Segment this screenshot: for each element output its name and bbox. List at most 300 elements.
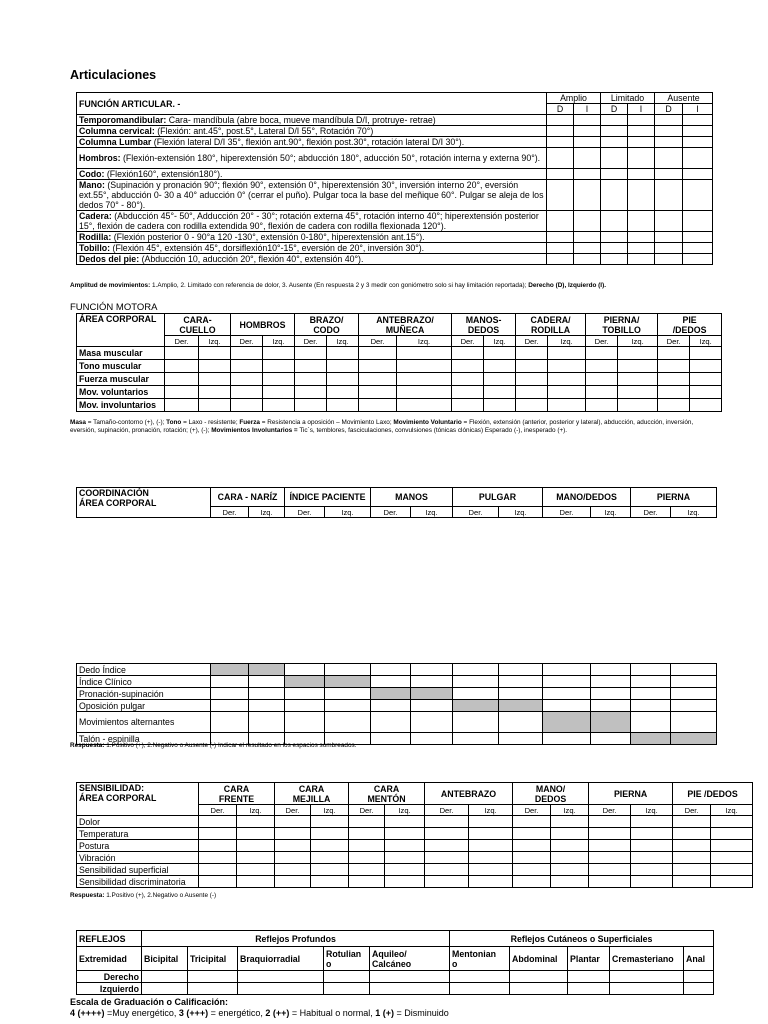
coordinacion-answer-cell[interactable] — [499, 700, 543, 712]
motora-cell[interactable] — [199, 373, 231, 386]
reflejo-cell[interactable] — [450, 983, 510, 995]
sensibilidad-cell[interactable] — [237, 828, 275, 840]
articular-cell[interactable] — [655, 211, 683, 232]
sensibilidad-cell[interactable] — [631, 852, 673, 864]
motora-cell[interactable] — [690, 347, 722, 360]
articular-cell[interactable] — [628, 243, 655, 254]
sensibilidad-cell[interactable] — [349, 852, 385, 864]
sensibilidad-cell[interactable] — [425, 828, 469, 840]
sensibilidad-cell[interactable] — [237, 816, 275, 828]
sensibilidad-cell[interactable] — [589, 864, 631, 876]
reflejo-cell[interactable] — [450, 971, 510, 983]
articular-cell[interactable] — [547, 243, 574, 254]
sensibilidad-cell[interactable] — [551, 864, 589, 876]
motora-cell[interactable] — [295, 373, 327, 386]
coordinacion-answer-cell[interactable] — [325, 676, 371, 688]
motora-cell[interactable] — [484, 373, 516, 386]
motora-cell[interactable] — [199, 386, 231, 399]
motora-cell[interactable] — [263, 399, 295, 412]
articular-cell[interactable] — [574, 148, 601, 169]
articular-cell[interactable] — [574, 115, 601, 126]
sensibilidad-cell[interactable] — [469, 816, 513, 828]
articular-cell[interactable] — [601, 180, 628, 211]
motora-cell[interactable] — [231, 360, 263, 373]
motora-cell[interactable] — [452, 373, 484, 386]
articular-row-joint: Dedos del pie: — [79, 254, 140, 264]
sensibilidad-cell[interactable] — [349, 864, 385, 876]
articular-cell[interactable] — [655, 243, 683, 254]
sensibilidad-cell[interactable] — [311, 828, 349, 840]
reflejo-cell[interactable] — [370, 971, 450, 983]
articular-cell[interactable] — [601, 254, 628, 265]
reflejo-cell[interactable] — [142, 971, 188, 983]
motora-cell[interactable] — [658, 386, 690, 399]
articular-cell[interactable] — [628, 148, 655, 169]
sensibilidad-group-header: CARA MEJILLA — [275, 783, 349, 805]
sensibilidad-cell[interactable] — [631, 816, 673, 828]
sensibilidad-cell[interactable] — [711, 816, 753, 828]
motora-note-part: = Resistencia a oposición – Movimiento Laxo; — [259, 419, 394, 426]
motora-cell[interactable] — [618, 386, 658, 399]
articular-cell[interactable] — [628, 211, 655, 232]
sensibilidad-cell[interactable] — [469, 852, 513, 864]
articular-cell[interactable] — [628, 254, 655, 265]
izq-header: Izq. — [548, 336, 586, 347]
coordinacion-answer-cell[interactable] — [371, 688, 411, 700]
motora-cell[interactable] — [690, 360, 722, 373]
articular-cell[interactable] — [574, 232, 601, 243]
coordinacion-answer-cell[interactable] — [285, 676, 325, 688]
sensibilidad-cell[interactable] — [199, 840, 237, 852]
articular-cell[interactable] — [601, 211, 628, 232]
sensibilidad-cell[interactable] — [673, 852, 711, 864]
motora-cell[interactable] — [516, 386, 548, 399]
motora-cell[interactable] — [359, 347, 397, 360]
coordinacion-answer-cell[interactable] — [453, 700, 499, 712]
sensibilidad-cell[interactable] — [199, 864, 237, 876]
sensibilidad-cell[interactable] — [513, 852, 551, 864]
sensibilidad-row — [77, 876, 753, 888]
motora-cell[interactable] — [165, 347, 199, 360]
sensibilidad-cell[interactable] — [513, 828, 551, 840]
sensibilidad-cell[interactable] — [673, 840, 711, 852]
articular-cell[interactable] — [601, 169, 628, 180]
motora-cell[interactable] — [690, 399, 722, 412]
sensibilidad-cell[interactable] — [551, 876, 589, 888]
motora-cell[interactable] — [586, 347, 618, 360]
motora-cell[interactable] — [548, 399, 586, 412]
articular-cell[interactable] — [628, 169, 655, 180]
sensibilidad-cell[interactable] — [711, 840, 753, 852]
articular-cell[interactable] — [547, 126, 574, 137]
motora-cell[interactable] — [516, 347, 548, 360]
motora-cell[interactable] — [658, 347, 690, 360]
motora-cell[interactable] — [548, 360, 586, 373]
sensibilidad-cell[interactable] — [275, 852, 311, 864]
motora-cell[interactable] — [618, 373, 658, 386]
sensibilidad-cell[interactable] — [589, 876, 631, 888]
motora-note-part: = Flexión, extensión (anterior, posterior y lateral), abducción, aducción, inversión, eversión, supinación, pronación, rotación; (+), (-); — [70, 419, 694, 434]
articular-note-text: 1.Amplio, 2. Limitado con referencia de dolor, 3. Ausente (En respuesta 2 y 3 medir con goniómetro solo si hay limitación reportada); — [150, 282, 529, 289]
articular-row-joint: Cadera: — [79, 211, 112, 221]
motora-cell[interactable] — [295, 399, 327, 412]
articular-cell[interactable] — [628, 180, 655, 211]
sensibilidad-cell[interactable] — [275, 840, 311, 852]
motora-cell[interactable] — [452, 360, 484, 373]
motora-cell[interactable] — [516, 373, 548, 386]
motora-cell[interactable] — [199, 360, 231, 373]
articular-cell[interactable] — [574, 169, 601, 180]
sensibilidad-cell[interactable] — [631, 864, 673, 876]
motora-cell[interactable] — [397, 360, 452, 373]
articular-cell[interactable] — [628, 232, 655, 243]
sensibilidad-cell[interactable] — [311, 816, 349, 828]
coordinacion-answer-cell[interactable] — [543, 712, 591, 733]
sensibilidad-cell[interactable] — [673, 816, 711, 828]
sensibilidad-cell[interactable] — [425, 840, 469, 852]
motora-cell[interactable] — [397, 399, 452, 412]
sensibilidad-cell[interactable] — [513, 876, 551, 888]
sensibilidad-cell[interactable] — [311, 840, 349, 852]
motora-cell[interactable] — [586, 373, 618, 386]
motora-cell[interactable] — [658, 399, 690, 412]
coordinacion-group-header: ÍNDICE PACIENTE — [285, 488, 371, 507]
sensibilidad-cell[interactable] — [349, 840, 385, 852]
articular-cell[interactable] — [601, 148, 628, 169]
articular-cell[interactable] — [655, 126, 683, 137]
reflejo-cell[interactable] — [142, 983, 188, 995]
motora-group-header: MANOS- DEDOS — [452, 314, 516, 336]
sensibilidad-cell[interactable] — [469, 840, 513, 852]
sensibilidad-cell[interactable] — [589, 852, 631, 864]
sensibilidad-cell[interactable] — [513, 864, 551, 876]
articular-cell[interactable] — [655, 115, 683, 126]
reflejo-cell[interactable] — [238, 971, 324, 983]
articular-row-joint: Columna Lumbar — [79, 137, 152, 147]
motora-cell[interactable] — [658, 373, 690, 386]
articular-cell[interactable] — [683, 211, 713, 232]
sensibilidad-cell[interactable] — [237, 864, 275, 876]
motora-cell[interactable] — [327, 386, 359, 399]
articular-row — [77, 148, 713, 169]
sensibilidad-cell[interactable] — [469, 828, 513, 840]
sensibilidad-cell[interactable] — [673, 876, 711, 888]
coordinacion-answer-cell[interactable] — [631, 733, 671, 745]
motora-group-header: PIE /DEDOS — [658, 314, 722, 336]
reflejo-cell[interactable] — [238, 983, 324, 995]
sensibilidad-cell[interactable] — [551, 828, 589, 840]
articular-cell[interactable] — [683, 148, 713, 169]
sensibilidad-cell[interactable] — [199, 828, 237, 840]
motora-cell[interactable] — [231, 399, 263, 412]
sensibilidad-cell[interactable] — [673, 864, 711, 876]
motora-cell[interactable] — [263, 373, 295, 386]
sensibilidad-cell[interactable] — [311, 876, 349, 888]
motora-cell[interactable] — [452, 386, 484, 399]
sensibilidad-cell[interactable] — [589, 816, 631, 828]
sensibilidad-row-label: Sensibilidad discriminatoria — [77, 876, 199, 888]
izq-header: Izq. — [499, 507, 543, 518]
articular-cell[interactable] — [601, 243, 628, 254]
articular-cell[interactable] — [683, 243, 713, 254]
der-header: Der. — [631, 507, 671, 518]
sensibilidad-cell[interactable] — [385, 864, 425, 876]
reflejo-cell[interactable] — [188, 971, 238, 983]
motora-cell[interactable] — [586, 386, 618, 399]
motora-cell[interactable] — [231, 373, 263, 386]
sensibilidad-cell[interactable] — [469, 864, 513, 876]
sensibilidad-cell[interactable] — [349, 876, 385, 888]
sensibilidad-row-label: Sensibilidad superficial — [77, 864, 199, 876]
sensibilidad-cell[interactable] — [551, 852, 589, 864]
reflejo-cell[interactable] — [610, 983, 684, 995]
motora-cell[interactable] — [397, 386, 452, 399]
motora-cell[interactable] — [165, 399, 199, 412]
articular-table — [76, 92, 713, 265]
reflejo-col-header: Braquiorradial — [238, 947, 324, 971]
motora-cell[interactable] — [484, 360, 516, 373]
motora-cell[interactable] — [295, 360, 327, 373]
articular-cell[interactable] — [683, 254, 713, 265]
reflejo-cell[interactable] — [370, 983, 450, 995]
articular-cell[interactable] — [655, 254, 683, 265]
sensibilidad-cell[interactable] — [711, 876, 753, 888]
sensibilidad-cell[interactable] — [469, 876, 513, 888]
sensibilidad-cell[interactable] — [589, 840, 631, 852]
motora-cell[interactable] — [359, 373, 397, 386]
motora-cell[interactable] — [199, 399, 231, 412]
motora-cell[interactable] — [548, 386, 586, 399]
motora-group-header: HOMBROS — [231, 314, 295, 336]
motora-cell[interactable] — [586, 399, 618, 412]
motora-cell[interactable] — [165, 386, 199, 399]
articular-cell[interactable] — [628, 115, 655, 126]
motora-cell[interactable] — [165, 360, 199, 373]
motora-cell[interactable] — [690, 373, 722, 386]
articular-cell[interactable] — [601, 126, 628, 137]
reflejo-cell[interactable] — [510, 983, 568, 995]
sensibilidad-row-label: Dolor — [77, 816, 199, 828]
motora-cell[interactable] — [327, 360, 359, 373]
articular-cell[interactable] — [601, 232, 628, 243]
sensibilidad-cell[interactable] — [711, 828, 753, 840]
articular-cell[interactable] — [683, 180, 713, 211]
motora-cell[interactable] — [263, 360, 295, 373]
coordinacion-answer-cell[interactable] — [211, 664, 249, 676]
articular-cell[interactable] — [574, 243, 601, 254]
articular-cell[interactable] — [574, 137, 601, 148]
articular-cell[interactable] — [574, 180, 601, 211]
sensibilidad-cell[interactable] — [385, 852, 425, 864]
motora-cell[interactable] — [484, 399, 516, 412]
motora-cell[interactable] — [359, 360, 397, 373]
motora-row — [77, 347, 722, 360]
reflejo-cell[interactable] — [324, 983, 370, 995]
sensibilidad-cell[interactable] — [199, 852, 237, 864]
der-header: Der. — [285, 507, 325, 518]
sensibilidad-cell[interactable] — [425, 852, 469, 864]
sensibilidad-group-header: ANTEBRAZO — [425, 783, 513, 805]
sensibilidad-cell[interactable] — [385, 828, 425, 840]
articular-cell[interactable] — [655, 169, 683, 180]
sensibilidad-cell[interactable] — [711, 852, 753, 864]
reflejo-cell[interactable] — [684, 983, 714, 995]
sensibilidad-cell[interactable] — [275, 876, 311, 888]
sensibilidad-cell[interactable] — [711, 864, 753, 876]
sensibilidad-cell[interactable] — [275, 864, 311, 876]
motora-cell[interactable] — [359, 399, 397, 412]
coordinacion-cell — [211, 700, 249, 712]
motora-cell[interactable] — [618, 360, 658, 373]
articular-cell[interactable] — [547, 211, 574, 232]
motora-note-part: Masa — [70, 419, 86, 426]
sensibilidad-cell[interactable] — [237, 840, 275, 852]
reflejo-cell[interactable] — [324, 971, 370, 983]
articular-cell[interactable] — [683, 137, 713, 148]
coordinacion-answer-cell[interactable] — [671, 733, 717, 745]
motora-cell[interactable] — [327, 399, 359, 412]
articular-cell[interactable] — [547, 232, 574, 243]
sensibilidad-cell[interactable] — [425, 816, 469, 828]
sensibilidad-cell[interactable] — [385, 840, 425, 852]
articular-cell[interactable] — [683, 232, 713, 243]
motora-cell[interactable] — [658, 360, 690, 373]
sensibilidad-cell[interactable] — [275, 816, 311, 828]
motora-cell[interactable] — [618, 347, 658, 360]
sensibilidad-cell[interactable] — [385, 816, 425, 828]
sensibilidad-cell[interactable] — [631, 828, 673, 840]
motora-cell[interactable] — [263, 347, 295, 360]
escala-part: = Habitual o normal, — [289, 1008, 376, 1018]
motora-cell[interactable] — [359, 386, 397, 399]
motora-cell[interactable] — [548, 347, 586, 360]
motora-cell[interactable] — [586, 360, 618, 373]
coordinacion-row-label: Talón - espinilla — [77, 733, 211, 745]
sensibilidad-cell[interactable] — [199, 816, 237, 828]
articular-cell[interactable] — [628, 126, 655, 137]
reflejo-cell[interactable] — [188, 983, 238, 995]
motora-cell[interactable] — [690, 386, 722, 399]
motora-group-header: CARA- CUELLO — [165, 314, 231, 336]
sensibilidad-cell[interactable] — [349, 828, 385, 840]
motora-cell[interactable] — [231, 347, 263, 360]
motora-cell[interactable] — [618, 399, 658, 412]
motora-cell[interactable] — [484, 386, 516, 399]
articular-cell[interactable] — [628, 137, 655, 148]
motora-cell[interactable] — [452, 399, 484, 412]
motora-cell[interactable] — [327, 373, 359, 386]
coordinacion-cell — [411, 664, 453, 676]
coordinacion-cell — [411, 712, 453, 733]
articular-row — [77, 232, 713, 243]
articular-cell[interactable] — [547, 137, 574, 148]
coordinacion-row-label: Dedo Índice — [77, 664, 211, 676]
articular-cell[interactable] — [655, 232, 683, 243]
reflejo-cell[interactable] — [510, 971, 568, 983]
motora-cell[interactable] — [199, 347, 231, 360]
sensibilidad-cell[interactable] — [275, 828, 311, 840]
der-header: Der. — [513, 805, 551, 816]
sensibilidad-cell[interactable] — [349, 816, 385, 828]
articular-cell[interactable] — [574, 211, 601, 232]
sensibilidad-cell[interactable] — [513, 816, 551, 828]
motora-cell[interactable] — [295, 347, 327, 360]
articular-cell[interactable] — [547, 148, 574, 169]
motora-cell[interactable] — [397, 347, 452, 360]
coordinacion-cell — [591, 688, 631, 700]
reflejo-cell[interactable] — [568, 983, 610, 995]
articular-cell[interactable] — [683, 169, 713, 180]
sensibilidad-cell[interactable] — [513, 840, 551, 852]
motora-cell[interactable] — [165, 373, 199, 386]
motora-cell[interactable] — [397, 373, 452, 386]
sensibilidad-cell[interactable] — [237, 876, 275, 888]
sensibilidad-cell[interactable] — [631, 876, 673, 888]
articular-cell[interactable] — [655, 180, 683, 211]
articular-subcol-4: D — [655, 104, 683, 115]
articular-cell[interactable] — [547, 115, 574, 126]
articular-cell[interactable] — [655, 148, 683, 169]
articular-cell[interactable] — [655, 137, 683, 148]
motora-cell[interactable] — [516, 399, 548, 412]
articular-row-label — [77, 137, 547, 148]
izq-header: Izq. — [690, 336, 722, 347]
sensibilidad-cell[interactable] — [237, 852, 275, 864]
reflejo-cell[interactable] — [684, 971, 714, 983]
motora-cell[interactable] — [484, 347, 516, 360]
motora-cell[interactable] — [295, 386, 327, 399]
izq-header: Izq. — [469, 805, 513, 816]
sensibilidad-cell[interactable] — [311, 864, 349, 876]
articular-cell[interactable] — [683, 126, 713, 137]
izq-header: Izq. — [199, 336, 231, 347]
motora-cell[interactable] — [516, 360, 548, 373]
reflejo-cell[interactable] — [568, 971, 610, 983]
motora-cell[interactable] — [452, 347, 484, 360]
sensibilidad-cell[interactable] — [385, 876, 425, 888]
motora-cell[interactable] — [231, 386, 263, 399]
coordinacion-answer-cell[interactable] — [591, 712, 631, 733]
articular-subcol-2: D — [601, 104, 628, 115]
motora-cell[interactable] — [263, 386, 295, 399]
sensibilidad-cell[interactable] — [589, 828, 631, 840]
articular-cell[interactable] — [601, 137, 628, 148]
sensibilidad-cell[interactable] — [673, 828, 711, 840]
articular-cell[interactable] — [547, 169, 574, 180]
coordinacion-answer-cell[interactable] — [411, 688, 453, 700]
sensibilidad-cell[interactable] — [311, 852, 349, 864]
sensibilidad-cell[interactable] — [551, 840, 589, 852]
izq-header: Izq. — [618, 336, 658, 347]
articular-cell[interactable] — [683, 115, 713, 126]
motora-cell[interactable] — [327, 347, 359, 360]
sensibilidad-cell[interactable] — [425, 876, 469, 888]
articular-cell[interactable] — [601, 115, 628, 126]
coordinacion-cell — [371, 712, 411, 733]
sensibilidad-cell[interactable] — [551, 816, 589, 828]
coordinacion-answer-cell[interactable] — [249, 664, 285, 676]
sensibilidad-cell[interactable] — [425, 864, 469, 876]
articular-cell[interactable] — [574, 254, 601, 265]
articular-cell[interactable] — [574, 126, 601, 137]
sensibilidad-cell[interactable] — [631, 840, 673, 852]
reflejo-cell[interactable] — [610, 971, 684, 983]
articular-cell[interactable] — [547, 180, 574, 211]
sensibilidad-cell[interactable] — [199, 876, 237, 888]
articular-cell[interactable] — [547, 254, 574, 265]
motora-cell[interactable] — [548, 373, 586, 386]
motora-note-part: Tic´s, temblores, fasciculaciones, convulsiones (tónicas clónicas) Esperado (-), inesperado (+). — [297, 426, 568, 434]
